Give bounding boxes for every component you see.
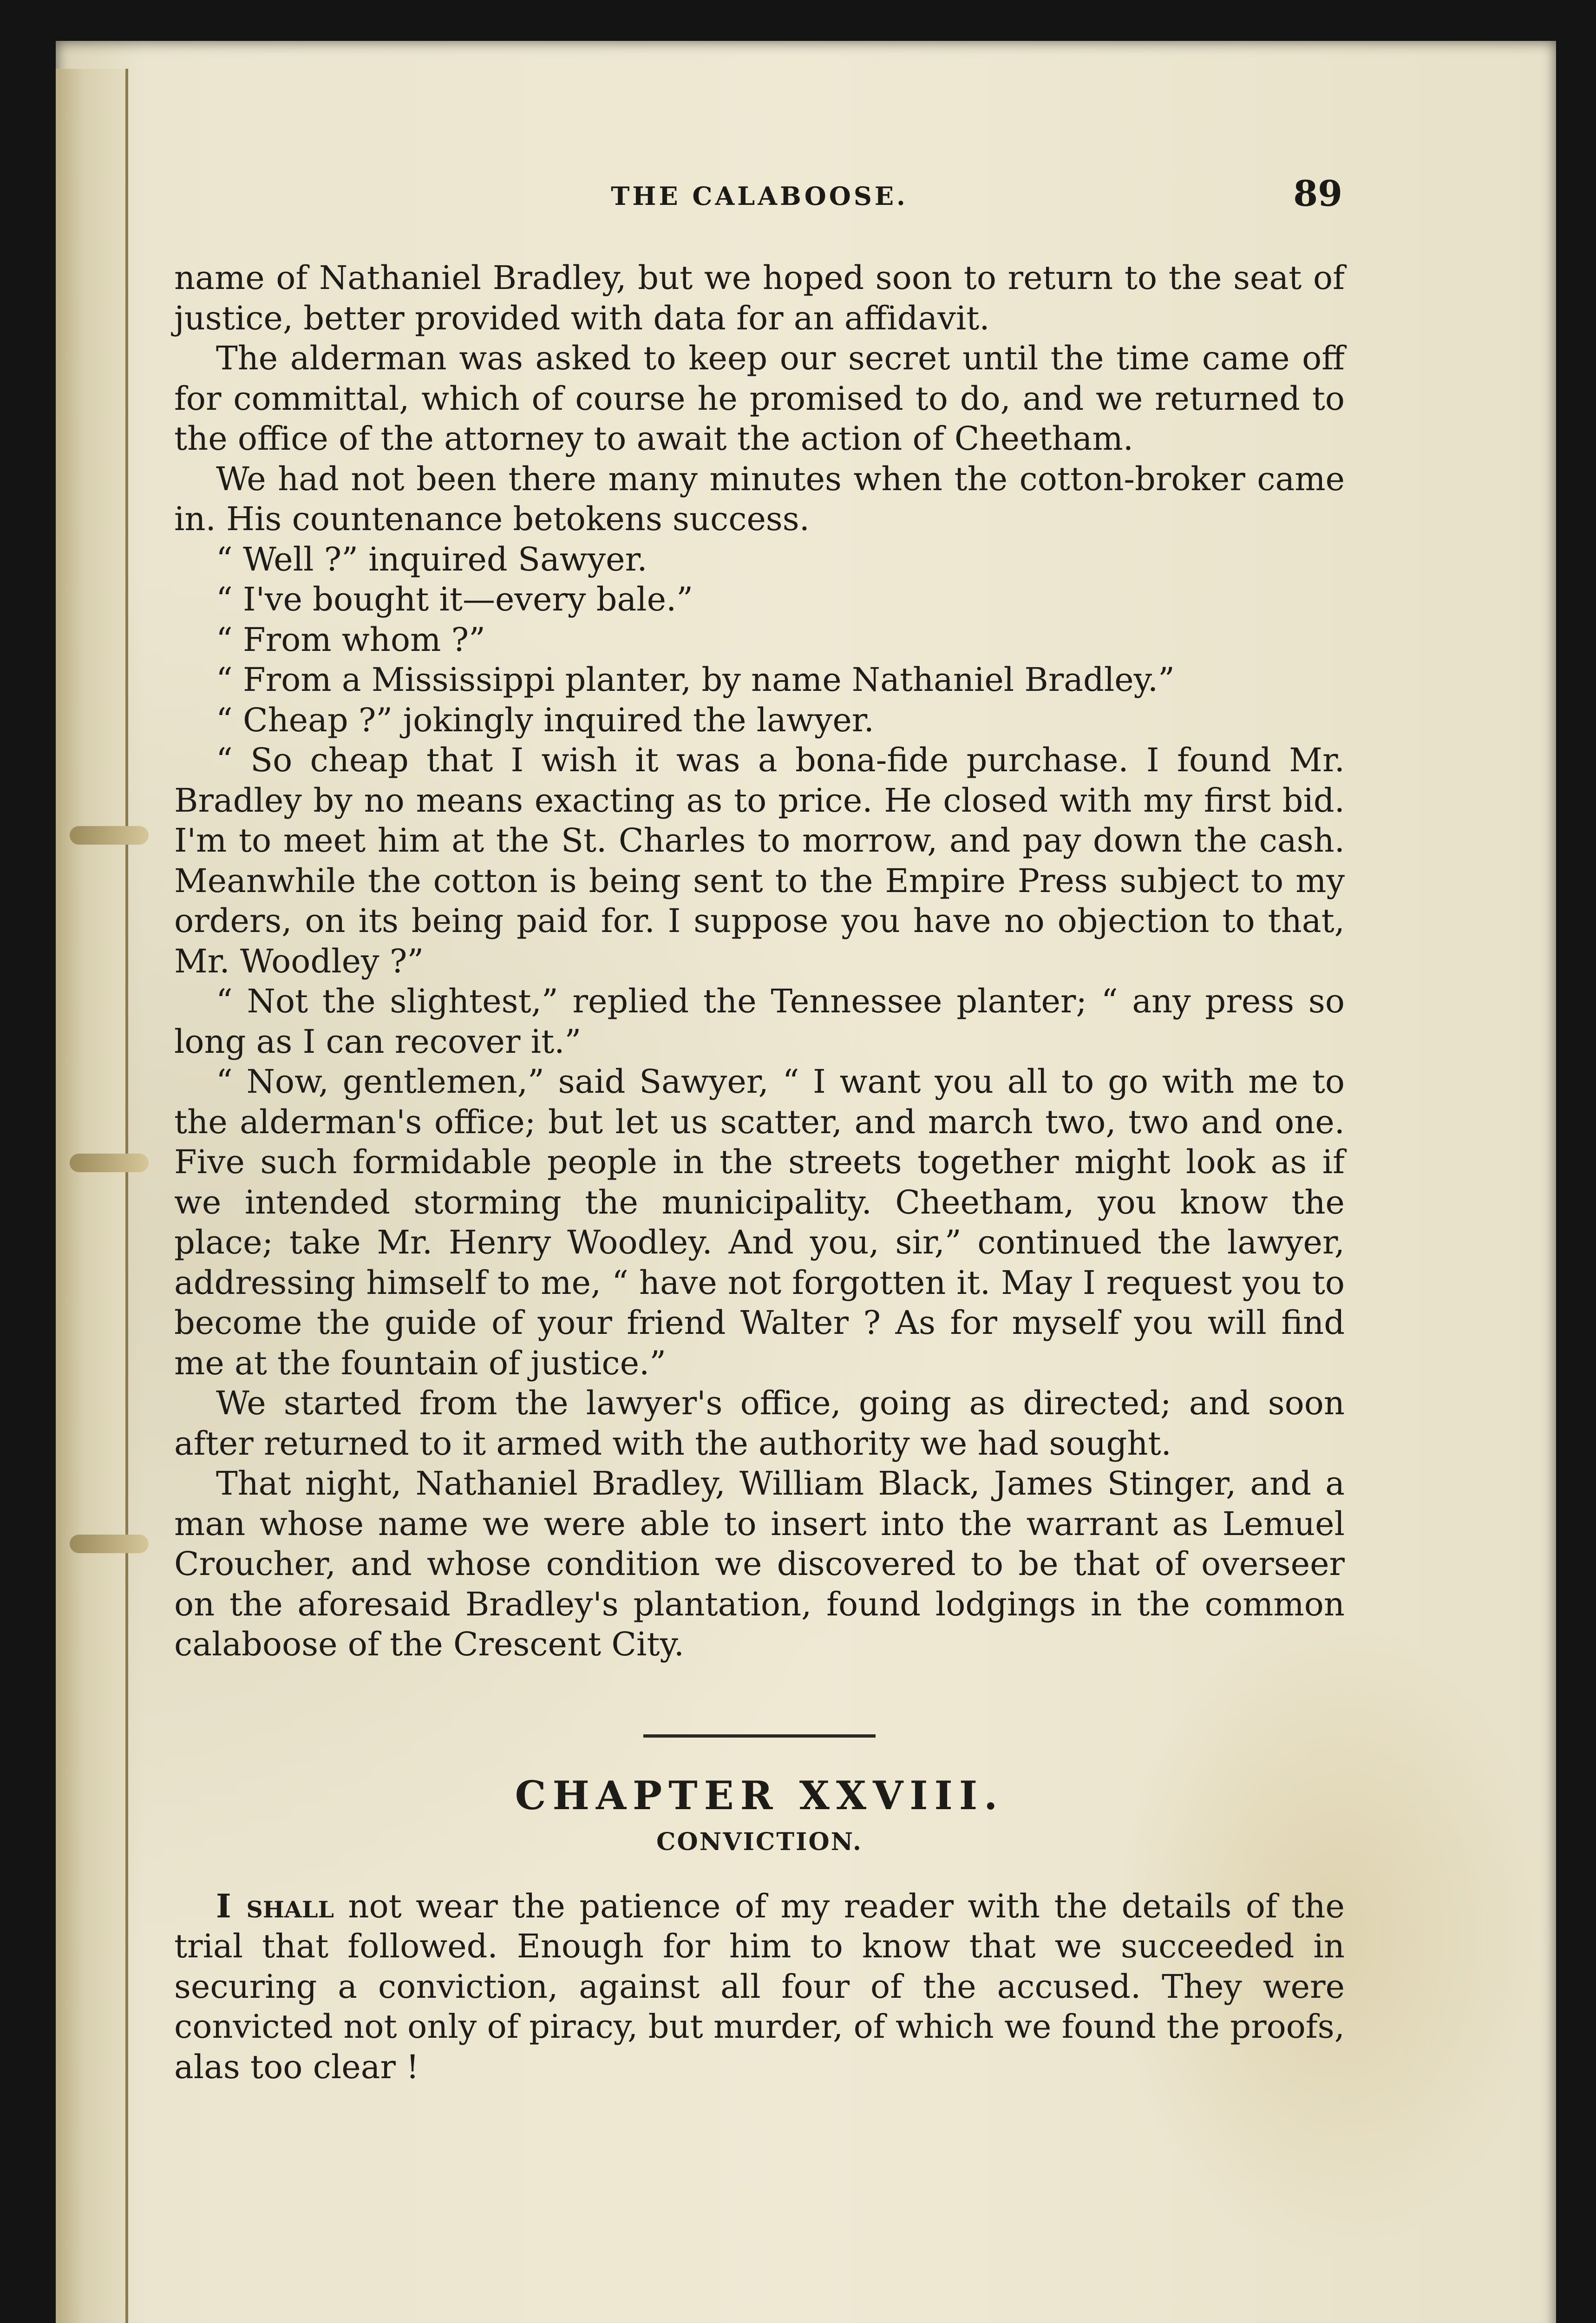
chapter-title: CHAPTER XXVIII. [515,1772,1004,1818]
book-spine [56,69,128,2323]
paragraph: “ So cheap that I wish it was a bona-fide purchase. I found Mr. Bradley by no means exacting as to price. He closed with my first bid. I'm to meet him at the St. Charles to morrow, and pay down the cash. Meanwhile the cotton is being sent to the Empire Press subject to my orders, on its being paid for. I suppose you have no objection to that, Mr. Woodley ?” [174,741,1345,980]
binding-stitch [70,1154,149,1172]
paragraph: The alderman was asked to keep our secret until the time came off for committal, which of course he promised to do, and we returned to the office of the attorney to await the action of Cheetham. [174,339,1345,458]
chapter-subtitle: CONVICTION. [656,1827,863,1856]
opening-paragraph-text: not wear the patience of my reader with the details of the trial that followed. Enough for him to know that we succeeded in securing a conviction, against all four of the accused. They were convicted not only of piracy, but murder, of which we found the proofs, alas too clear ! [174,1887,1345,2086]
section-divider [643,1734,876,1738]
paragraph: “ Not the slightest,” replied the Tennessee planter; “ any press so long as I can recover it.” [174,982,1345,1061]
paragraph: “ From whom ?” [216,620,485,659]
page-header [177,173,1342,224]
paragraph: “ I've bought it—every bale.” [216,580,693,618]
binding-stitch [70,1535,149,1553]
paragraph: “ Cheap ?” jokingly inquired the lawyer. [216,701,874,739]
page-body [174,258,1345,2087]
paragraph: That night, Nathaniel Bradley, William Black, James Stinger, and a man whose name we were able to insert into the warrant as Lemuel Croucher, and whose condition we discovered to be that of overseer on the aforesaid Bradley's plantation, found lodgings in the common calaboose of the Crescent City. [174,1464,1345,1663]
chapter-opening-paragraph [174,1886,1345,2087]
page-number: 89 [1293,173,1342,214]
binding-stitch [70,826,149,845]
paragraph: “ From a Mississippi planter, by name Nathaniel Bradley.” [216,661,1175,699]
paragraph: We started from the lawyer's office, going as directed; and soon after returned to it armed with the authority we had sought. [174,1384,1345,1463]
paragraph: “ Now, gentlemen,” said Sawyer, “ I want you all to go with me to the alderman's office; but let us scatter, and march two, two and one. Five such formidable people in the streets together might look as if we intended storming the municipality. Cheetham, you know the place; take Mr. Henry Woodley. And you, sir,” continued the lawyer, addressing himself to me, “ have not forgotten it. May I request you to become the guide of your friend Walter ? As for myself you will find me at the fountain of justice.” [174,1063,1345,1382]
running-head: THE CALABOOSE. [611,181,908,211]
paragraph: We had not been there many minutes when the cotton-broker came in. His countenance betokens success. [174,459,1345,538]
opening-words: I shall [216,1886,334,1925]
paragraph: “ Well ?” inquired Sawyer. [216,540,648,578]
paragraph: name of Nathaniel Bradley, but we hoped soon to return to the seat of justice, better provided with data for an affidavit. [174,259,1345,337]
